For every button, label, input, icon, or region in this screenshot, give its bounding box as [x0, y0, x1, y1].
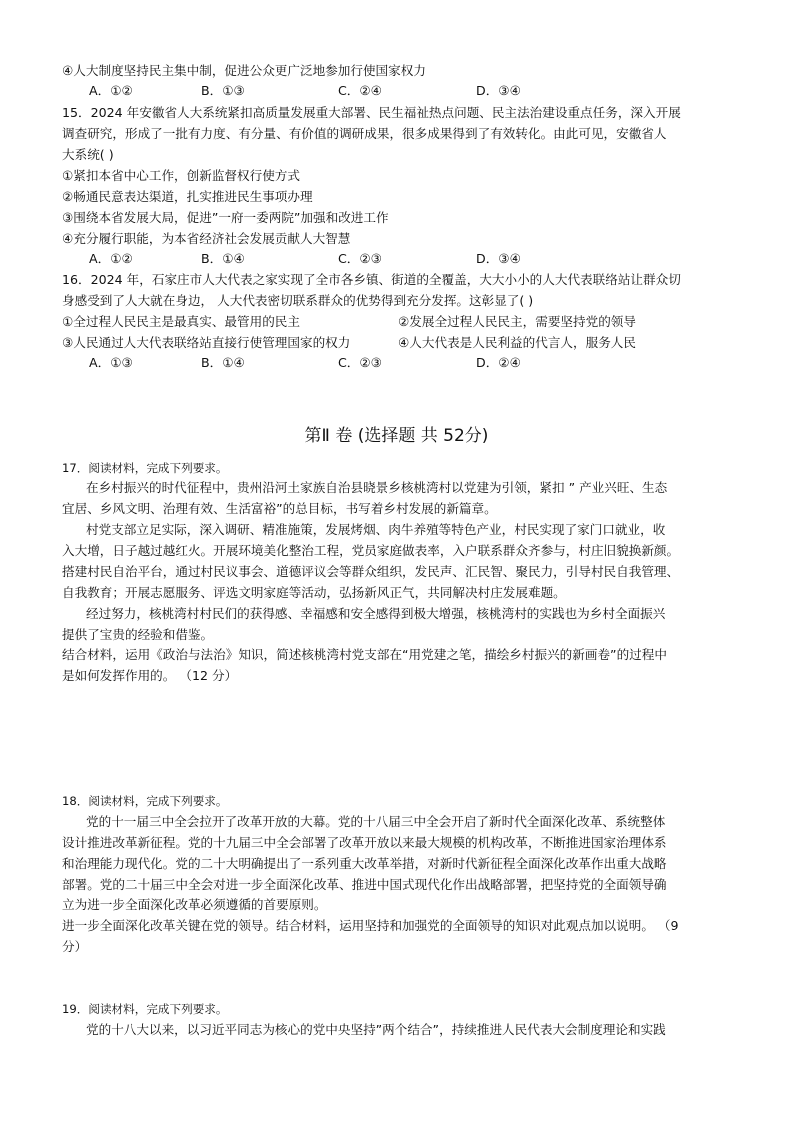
- q16-statement-3: ③人民通过人大代表联络站直接行使管理国家的权力: [62, 335, 351, 350]
- q14-option-a[interactable]: A．①②: [89, 83, 133, 98]
- q18-line: 设计推进改革新征程。党的十九届三中全会部署了改革开放以来最大规模的机构改革，不断推进国家治理体系: [62, 835, 667, 850]
- q17-line: 经过努力，核桃湾村村民们的获得感、幸福感和安全感得到极大增强，核桃湾村的实践也为乡村全面振兴: [86, 606, 666, 621]
- q14-option-d[interactable]: D．③④: [476, 83, 521, 98]
- q15-statement-3: ③围绕本省发展大局，促进”一府一委两院”加强和改进工作: [62, 210, 389, 225]
- q16-statement-row: [0, 312, 793, 332]
- q15-statement-1: ①紧扣本省中心工作，创新监督权行使方式: [62, 168, 300, 183]
- q16-options: [0, 353, 793, 373]
- q18-line: 18．阅读材料，完成下列要求。: [62, 794, 228, 808]
- q15-option-a[interactable]: A．①②: [89, 251, 133, 266]
- q19-line: 19．阅读材料，完成下列要求。: [62, 1002, 228, 1016]
- q17-line: 入大增，日子越过越红火。开展环境美化整治工程，党员家庭做表率，入户联系群众齐参与，村庄旧貌换新颜。: [62, 543, 680, 558]
- q14-option-c[interactable]: C．②④: [338, 83, 382, 98]
- q14-option-b[interactable]: B．①③: [201, 83, 245, 98]
- q17-line: 是如何发挥作用的。 （12 分）: [62, 668, 238, 683]
- q18-line: 进一步全面深化改革关键在党的领导。结合材料，运用坚持和加强党的全面领导的知识对此观点加以说明。 （9: [62, 918, 679, 933]
- q17-line: 自我教育；开展志愿服务、评选文明家庭等活动，弘扬新风正气，共同解决村庄发展难题。: [62, 585, 566, 600]
- q16-statement-2: ②发展全过程人民民主，需要坚持党的领导: [398, 314, 636, 329]
- q16-option-c[interactable]: C．②③: [338, 355, 382, 370]
- q17-line: 结合材料，运用《政治与法治》知识，简述核桃湾村党支部在“用党建之笔，描绘乡村振兴的新画卷”的过程中: [62, 647, 667, 662]
- q14-options: [0, 81, 793, 101]
- q15-statement-2: ②畅通民意表达渠道，扎实推进民生事项办理: [62, 189, 313, 204]
- q17-line: 17．阅读材料，完成下列要求。: [62, 461, 228, 475]
- q15-stem-line: 15．2024 年安徽省人大系统紧扣高质量发展重大部署、民生福祉热点问题、民主法治建设重点任务，深入开展: [62, 105, 681, 120]
- q16-stem-line: 16．2024 年，石家庄市人大代表之家实现了全市各乡镇、街道的全覆盖，大大小小的人大代表联络站让群众切: [62, 272, 681, 287]
- q18-line: 部署。党的二十届三中全会对进一步全面深化改革、推进中国式现代化作出战略部署，把坚持党的全面领导确: [62, 877, 667, 892]
- q15-option-b[interactable]: B．①④: [201, 251, 245, 266]
- q16-option-d[interactable]: D．②④: [476, 355, 521, 370]
- q15-option-d[interactable]: D．③④: [476, 251, 521, 266]
- q15-stem-line: 调查研究，形成了一批有力度、有分量、有价值的调研成果，很多成果得到了有效转化。由此可见，安徽省人: [62, 126, 667, 141]
- q16-option-a[interactable]: A．①③: [89, 355, 133, 370]
- q18-line: 党的十一届三中全会拉开了改革开放的大幕。党的十八届三中全会开启了新时代全面深化改革、系统整体: [86, 814, 666, 829]
- q19-line: 党的十八大以来，以习近平同志为核心的党中央坚持”两个结合”，持续推进人民代表大会制度理论和实践: [86, 1022, 666, 1037]
- q17-line: 在乡村振兴的时代征程中，贵州沿河土家族自治县晓景乡核桃湾村以党建为引领，紧扣 ” 产业兴旺、生态: [86, 480, 668, 495]
- q16-statement-row: [0, 333, 793, 353]
- q16-statement-1: ①全过程人民民主是最真实、最管用的民主: [62, 314, 300, 329]
- section-title: 第Ⅱ 卷 (选择题 共 52分): [304, 426, 489, 446]
- q16-statement-4: ④人大代表是人民利益的代言人，服务人民: [398, 335, 636, 350]
- q17-line: 宜居、乡风文明、治理有效、生活富裕”的总目标，书写着乡村发展的新篇章。: [62, 501, 497, 516]
- q15-option-c[interactable]: C．②③: [338, 251, 382, 266]
- q18-line: 分）: [62, 939, 88, 954]
- q17-line: 村党支部立足实际，深入调研、精准施策，发展烤烟、肉牛养殖等特色产业，村民实现了家门口就业，收: [86, 522, 666, 537]
- q15-stem-line: 大系统( ): [62, 147, 114, 162]
- q16-option-b[interactable]: B．①④: [201, 355, 245, 370]
- q18-line: 立为进一步全面深化改革必须遵循的首要原则。: [62, 897, 327, 912]
- q15-options: [0, 249, 793, 269]
- q17-line: 搭建村民自治平台，通过村民议事会、道德评议会等群众组织，发民声、汇民智、聚民力，引导村民自我管理、: [62, 564, 680, 579]
- q17-line: 提供了宝贵的经验和借鉴。: [62, 627, 214, 642]
- q14-statement-4: ④人大制度坚持民主集中制，促进公众更广泛地参加行使国家权力: [62, 63, 426, 78]
- q16-stem-line: 身感受到了人大就在身边， 人大代表密切联系群众的优势得到充分发挥。这彰显了( ): [62, 293, 534, 308]
- q15-statement-4: ④充分履行职能，为本省经济社会发展贡献人大智慧: [62, 231, 351, 246]
- q18-line: 和治理能力现代化。党的二十大明确提出了一系列重大改革举措，对新时代新征程全面深化改革作出重大战略: [62, 856, 667, 871]
